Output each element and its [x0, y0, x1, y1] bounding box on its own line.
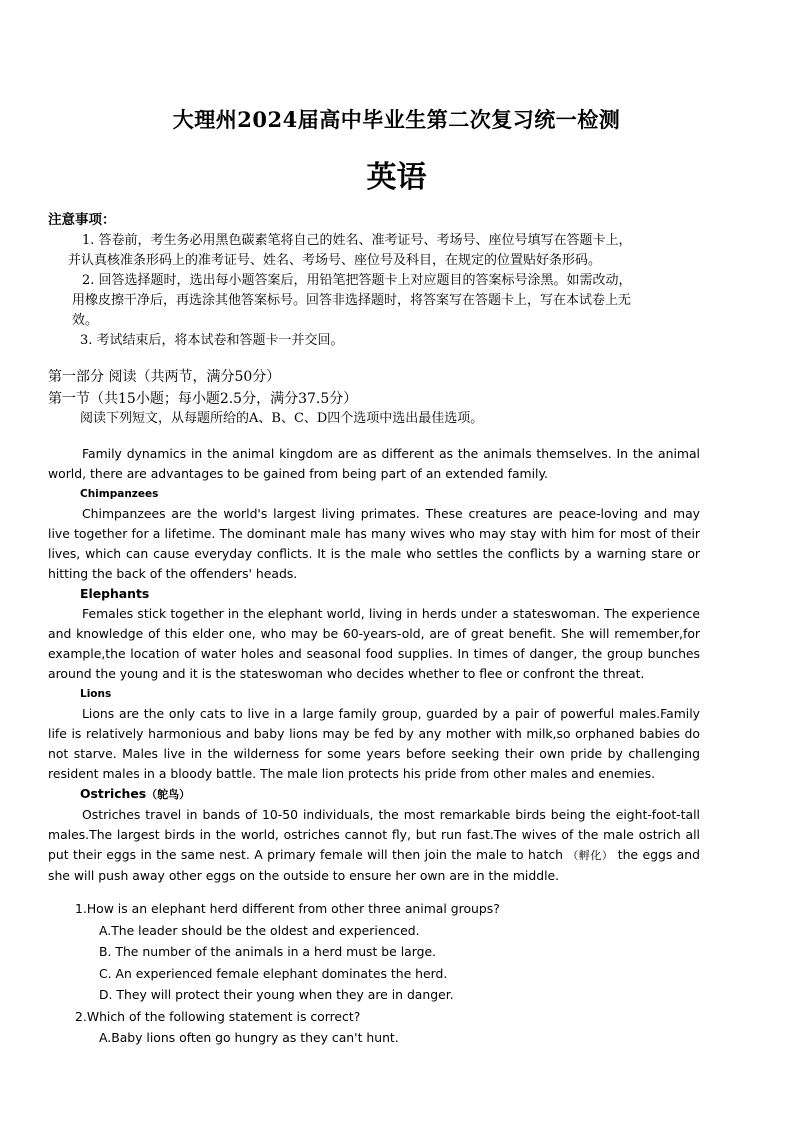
subject-title: 英语 [366, 160, 427, 195]
note-2-line-2: 用橡皮擦干净后，再选涂其他答案标号。回答非选择题时，将答案写在答题卡上，写在本试卷上无 [72, 293, 632, 308]
note-1-line-1: 1. 答卷前，考生务必用黑色碳素笔将自己的姓名、准考证号、考场号、座位号填写在答题卡上， [82, 233, 632, 248]
q1-option-a: A.The leader should be the oldest and experienced. [99, 922, 420, 938]
note-1-line-2: 并认真核准条形码上的准考证号、姓名、考场号、座位号及科目，在规定的位置贴好条形码。 [68, 253, 602, 268]
ostrich-text-b: the eggs and she will push away other eggs on the outside to ensure her own are in the middle. [48, 847, 700, 883]
hatch-gloss: （孵化） [567, 849, 614, 862]
chimp-heading: Chimpanzees [80, 488, 159, 500]
section-1-heading: 第一节（共15小题；每小题2.5分，满分37.5分） [48, 391, 358, 407]
ostrich-gloss: （鸵鸟） [146, 788, 191, 801]
q1-option-d: D. They will protect their young when they are in danger. [99, 987, 454, 1002]
exam-title: 大理州2024届高中毕业生第二次复习统一检测 [172, 107, 621, 132]
questions [75, 898, 715, 1049]
question-2: 2.Which of the following statement is correct? [75, 1008, 361, 1024]
ostrich-paragraph [48, 805, 700, 886]
note-2-line-1: 2. 回答选择题时，选出每小题答案后，用铅笔把答题卡上对应题目的答案标号涂黑。如需改动， [82, 273, 632, 288]
section-instruction: 阅读下列短文，从每题所给的A、B、C、D四个选项中选出最佳选项。 [80, 411, 484, 426]
lion-heading: Lions [80, 688, 112, 700]
q1-option-b: B. The number of the animals in a herd must be large. [99, 944, 437, 959]
q1-option-c: C. An experienced female elephant dominates the herd. [99, 965, 448, 981]
ostrich-heading-row [48, 784, 700, 805]
notes-heading: 注意事项： [48, 212, 116, 228]
chimp-paragraph: Chimpanzees are the world's largest living primates. These creatures are peace-loving and may live together for a lifetime. The dominant male has many wives who may stay with him for most of their lives, which can cause everyday conflicts. It is the male who settles the conflicts by a warning stare or hitting the back of the offenders' heads. [48, 506, 700, 581]
passage-intro: Family dynamics in the animal kingdom are as different as the animals themselves. In the animal world, there are advantages to be gained from being part of an extended family. [48, 446, 700, 481]
note-3: 3. 考试结束后，将本试卷和答题卡一并交回。 [80, 333, 344, 348]
elephant-heading: Elephants [80, 586, 150, 601]
question-1: 1.How is an elephant herd different from other three animal groups? [75, 901, 500, 916]
ostrich-heading: Ostriches [80, 786, 147, 801]
note-2-line-3: 效。 [72, 313, 99, 328]
q2-option-a: A.Baby lions often go hungry as they can't hunt. [99, 1030, 399, 1045]
elephant-paragraph: Females stick together in the elephant world, living in herds under a stateswoman. The experience and knowledge of this elder one, who may be 60-years-old, are of great benefit. She will remember,for example,the location of water holes and seasonal food supplies. In times of danger, the group bunches around the young and it is the stateswoman who decides whether to flee or confront the threat. [48, 606, 700, 681]
lion-paragraph: Lions are the only cats to live in a large family group, guarded by a pair of powerful males.Family life is relatively harmonious and baby lions may be fed by any mother with milk,so orphaned babies do not starve. Males live in the wilderness for some years before seeking their own pride by challenging resident males in a bloody battle. The male lion protects his pride from other males and enemies. [48, 706, 700, 781]
part-1-heading: 第一部分 阅读（共两节，满分50分） [48, 369, 281, 385]
ostrich-text-a: Ostriches travel in bands of 10-50 individuals, the most remarkable birds being the eight-foot-tall males.The largest birds in the world, ostriches cannot fly, but run fast.The wives of the male ostrich all put their eggs in the same nest. A primary female will then join the male to hatch [48, 807, 700, 862]
reading-passage [48, 444, 700, 886]
